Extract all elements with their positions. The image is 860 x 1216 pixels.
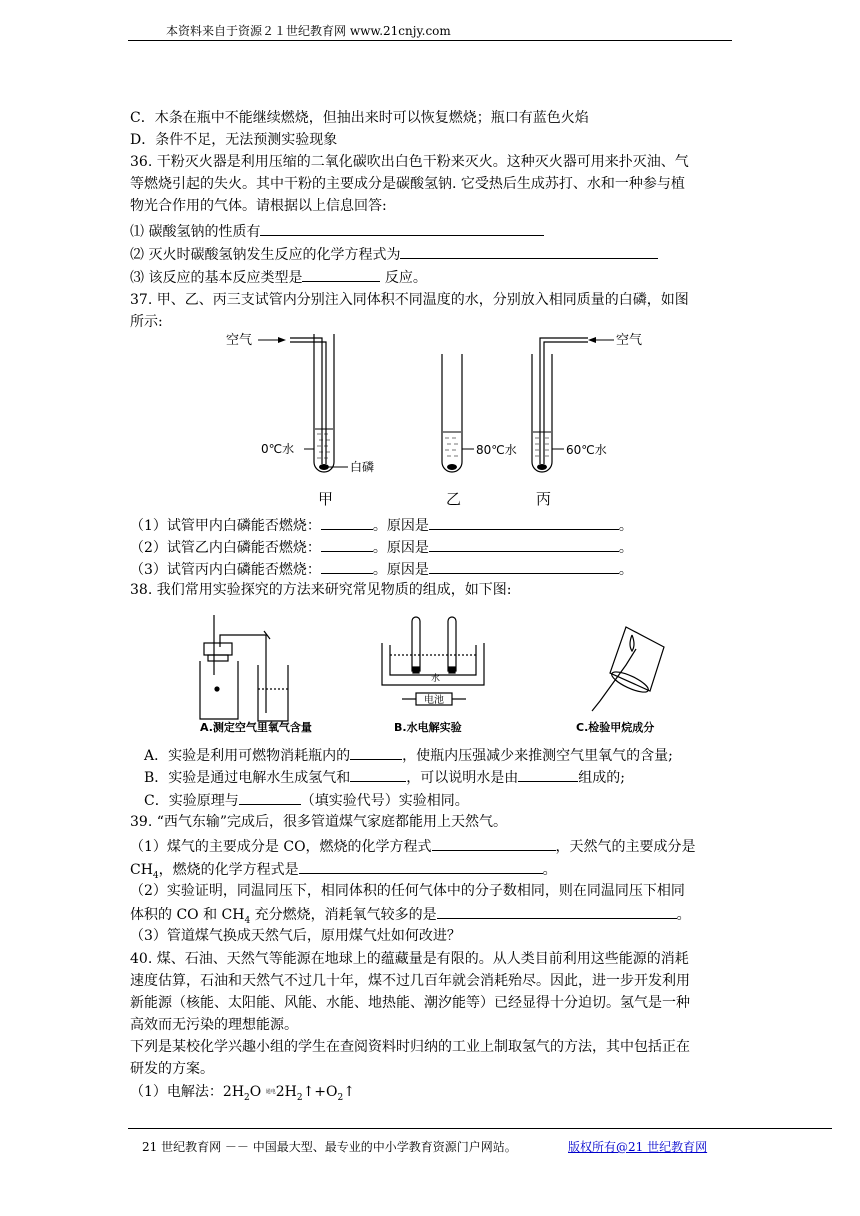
answer-blank[interactable] [239,790,301,805]
answer-blank[interactable] [350,767,406,782]
q39-line1: 39. “西气东输”完成后，很多管道煤气家庭都能用上天然气。 [130,814,508,830]
q40-equation: （1）电解法：$2H_2O$ $^{通电}2H_2↑+O_2↑$ [130,1084,355,1103]
q37-part2: （2）试管乙内白磷能否燃烧： 。原因是 。 [130,537,633,557]
q37-line2: 所示: [130,314,163,330]
q39-part1-cont: $CH_4$，燃烧的化学方程式是 。 [130,859,557,885]
q37-part3: （3）试管丙内白磷能否燃烧： 。原因是 。 [130,559,633,579]
q40-line4: 高效而无污染的理想能源。 [130,1017,298,1033]
q40-line2: 速度估算，石油和天然气不过几十年，煤不过几百年就会消耗殆尽。因此，进一步开发利用 [130,973,690,989]
temp-label-80: 80℃水 [476,443,517,457]
answer-blank[interactable] [321,515,373,530]
temp-label-0: 0℃水 [261,442,295,456]
water-label: 水 [431,674,441,684]
option-c: C．木条在瓶中不能继续燃烧，但抽出来时可以恢复燃烧；瓶口有蓝色火焰 [130,110,589,126]
q36-part2: ⑵ 灭火时碳酸氢钠发生反应的化学方程式为 [130,244,658,264]
caption-b: B.水电解实验 [394,721,462,734]
apparatus-b [382,617,484,705]
header-rule [128,40,732,41]
answer-blank[interactable] [429,559,619,574]
q36-line2: 等燃烧引起的失火。其中干粉的主要成分是碳酸氢钠. 它受热后生成苏打、水和一种参与植 [130,176,685,192]
q38-part-b: B．实验是通过电解水生成氢气和 ，可以说明水是由 组成的; [144,767,625,787]
battery-label: 电池 [424,695,444,706]
q36-part3: ⑶ 该反应的基本反应类型是 反应。 [130,267,427,287]
option-d: D．条件不足，无法预测实验现象 [130,132,338,148]
q36-line1: 36. 干粉灭火器是利用压缩的二氧化碳吹出白色干粉来灭火。这种灭火器可用来扑灭油、气 [130,154,689,170]
phosphorus-label: 白磷 [350,460,375,474]
q36-part1: ⑴ 碳酸氢钠的性质有 [130,221,544,241]
footer-rule [128,1128,832,1129]
apparatus-c [592,627,664,711]
q40-line1: 40. 煤、石油、天然气等能源在地球上的蕴藏量是有限的。从人类目前利用这些能源的消耗 [130,951,689,967]
q37-line1: 37. 甲、乙、丙三支试管内分别注入同体积不同温度的水，分别放入相同质量的白磷，如图 [130,292,689,308]
q39-part1: （1）煤气的主要成分是 CO，燃烧的化学方程式 ，天然气的主要成分是 [130,836,696,856]
q39-part2-line1: （2）实验证明，同温同压下，相同体积的任何气体中的分子数相同，则在同温同压下相同 [130,883,685,899]
answer-blank[interactable] [518,767,578,782]
q37-part1: （1）试管甲内白磷能否燃烧： 。原因是 。 [130,515,633,535]
answer-blank[interactable] [432,836,556,851]
q39-part2-line2: 体积的 CO 和 $CH_4$ 充分燃烧，消耗氧气较多的是 。 [130,904,691,930]
tube-yi [442,354,474,472]
caption-a: A.测定空气里氧气含量 [200,721,312,734]
answer-blank[interactable] [260,221,544,236]
q38-part-a: A．实验是利用可燃物消耗瓶内的 ，使瓶内压强减少来推测空气里氧气的含量; [144,745,673,765]
temp-label-60: 60℃水 [566,443,607,457]
q40-line5: 下列是某校化学兴趣小组的学生在查阅资料时归纳的工业上制取氢气的方法，其中包括正在 [130,1039,690,1055]
air-label-right: 空气 [616,333,643,348]
answer-blank[interactable] [429,515,619,530]
page-header: 本资料来自于资源２１世纪教育网 www.21cnjy.com [166,24,451,38]
q38-part-c: C．实验原理与 （填实验代号）实验相同。 [144,790,469,810]
answer-blank[interactable] [429,537,619,552]
answer-blank[interactable] [299,859,543,874]
copyright-link[interactable]: 版权所有@21 世纪教育网 [568,1140,708,1154]
experiment-figure [180,605,680,740]
q40-line6: 研发的方案。 [130,1061,214,1077]
q38-line1: 38. 我们常用实验探究的方法来研究常见物质的组成，如下图: [130,582,512,598]
answer-blank[interactable] [321,537,373,552]
answer-blank[interactable] [437,904,677,919]
tube-label-jia: 甲 [318,490,334,508]
q40-line3: 新能源（核能、太阳能、风能、水能、地热能、潮汐能等）已经显得十分迫切。氢气是一种 [130,995,690,1011]
answer-blank[interactable] [350,745,402,760]
answer-blank[interactable] [302,267,380,282]
caption-c: C.检验甲烷成分 [576,721,655,734]
air-label-left: 空气 [226,333,253,348]
q39-part3: （3）管道煤气换成天然气后，原用煤气灶如何改进？ [130,928,461,944]
answer-blank[interactable] [400,244,658,259]
q36-line3: 物光合作用的气体。请根据以上信息回答: [130,198,387,214]
footer-text: 21 世纪教育网 －－ 中国最大型、最专业的中小学教育资源门户网站。 [142,1140,517,1154]
condition-label: 通电 [265,1089,276,1095]
answer-blank[interactable] [321,559,373,574]
apparatus-a [200,615,288,721]
tube-label-yi: 乙 [446,490,462,508]
test-tube-figure [218,322,658,512]
tube-label-bing: 丙 [536,490,552,508]
